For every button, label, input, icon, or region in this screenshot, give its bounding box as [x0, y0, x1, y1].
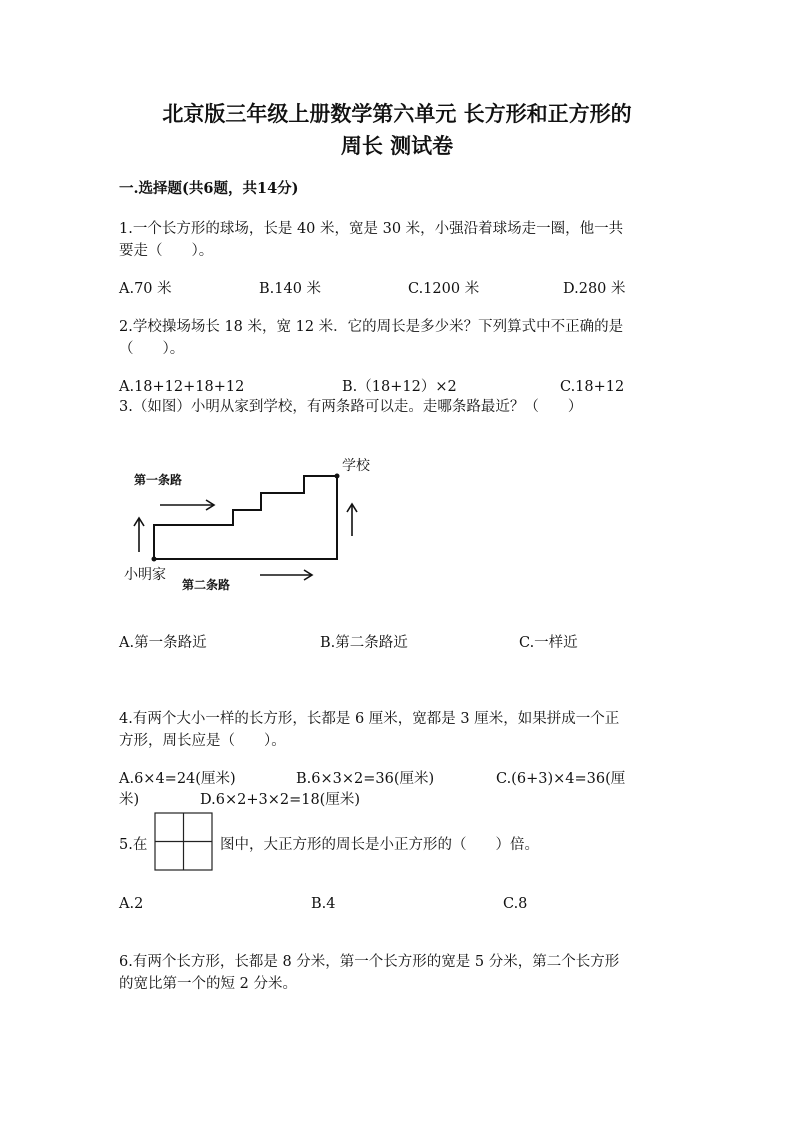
question-4	[119, 708, 679, 752]
q5-option-b[interactable]: B.4	[311, 896, 336, 912]
question-6-line-2: 的宽比第一个的短 2 分米。	[119, 976, 297, 992]
question-1-line-1: 1.一个长方形的球场，长是 40 米，宽是 30 米，小强沿着球场走一圈，他一共	[119, 221, 624, 237]
question-6	[119, 951, 679, 995]
route-2-path	[154, 476, 337, 559]
q4-option-a[interactable]: A.6×4=24(厘米)	[119, 771, 236, 787]
question-4-line-2: 方形，周长应是（ ）。	[119, 733, 286, 749]
question-6-line-1: 6.有两个长方形，长都是 8 分米，第一个长方形的宽是 5 分米，第二个长方形	[119, 954, 620, 970]
question-2-line-2: （ ）。	[119, 341, 185, 357]
label-route-1: 第一条路	[134, 473, 183, 487]
school-dot	[335, 474, 340, 479]
title-line-1: 北京版三年级上册数学第六单元 长方形和正方形的	[162, 101, 632, 126]
question-4-line-1: 4.有两个大小一样的长方形，长都是 6 厘米，宽都是 3 厘米，如果拼成一个正	[119, 711, 620, 727]
q3-option-c[interactable]: C.一样近	[519, 635, 578, 651]
q1-option-a[interactable]: A.70 米	[119, 281, 172, 297]
question-1	[119, 218, 679, 262]
arrow-up-right	[347, 504, 357, 536]
q3-option-b[interactable]: B.第二条路近	[320, 635, 408, 651]
title-line-2: 周长 测试卷	[340, 133, 454, 158]
grid-square-figure	[154, 812, 214, 872]
q2-option-c[interactable]: C.18+12	[560, 379, 625, 395]
q4-option-b[interactable]: B.6×3×2=36(厘米)	[296, 771, 435, 787]
route-figure	[110, 448, 390, 596]
question-3-line-1: 3.（如图）小明从家到学校，有两条路可以走。走哪条路最近？（ ）	[119, 399, 583, 415]
q2-option-b[interactable]: B.（18+12）×2	[342, 379, 457, 395]
q4-option-c[interactable]: C.(6+3)×4=36(厘	[496, 771, 626, 787]
label-home: 小明家	[124, 567, 166, 583]
question-1-line-2: 要走（ ）。	[119, 243, 214, 259]
q4-option-c-cont: 米)	[119, 792, 140, 808]
label-route-2: 第二条路	[182, 578, 231, 592]
page-title	[60, 98, 734, 162]
q1-option-d[interactable]: D.280 米	[563, 281, 626, 297]
q2-option-a[interactable]: A.18+12+18+12	[119, 379, 245, 395]
question-5-prefix: 5.在	[119, 837, 148, 853]
q5-option-a[interactable]: A.2	[119, 896, 144, 912]
label-school: 学校	[342, 458, 370, 474]
question-5-text: 图中，大正方形的周长是小正方形的（ ）倍。	[220, 837, 539, 853]
route-1-path	[154, 476, 337, 559]
q1-option-b[interactable]: B.140 米	[259, 281, 322, 297]
question-2-line-1: 2.学校操场场长 18 米，宽 12 米．它的周长是多少米？下列算式中不正确的是	[119, 319, 624, 335]
home-dot	[152, 557, 157, 562]
arrow-right-bottom	[260, 570, 312, 580]
arrow-right-top	[160, 500, 214, 510]
question-2	[119, 316, 679, 360]
q3-option-a[interactable]: A.第一条路近	[119, 635, 207, 651]
q5-option-c[interactable]: C.8	[503, 896, 528, 912]
section-heading: 一.选择题(共6题，共14分)	[119, 180, 299, 197]
arrow-up-left	[134, 518, 144, 552]
q1-option-c[interactable]: C.1200 米	[408, 281, 480, 297]
q4-option-d[interactable]: D.6×2+3×2=18(厘米)	[200, 792, 360, 808]
